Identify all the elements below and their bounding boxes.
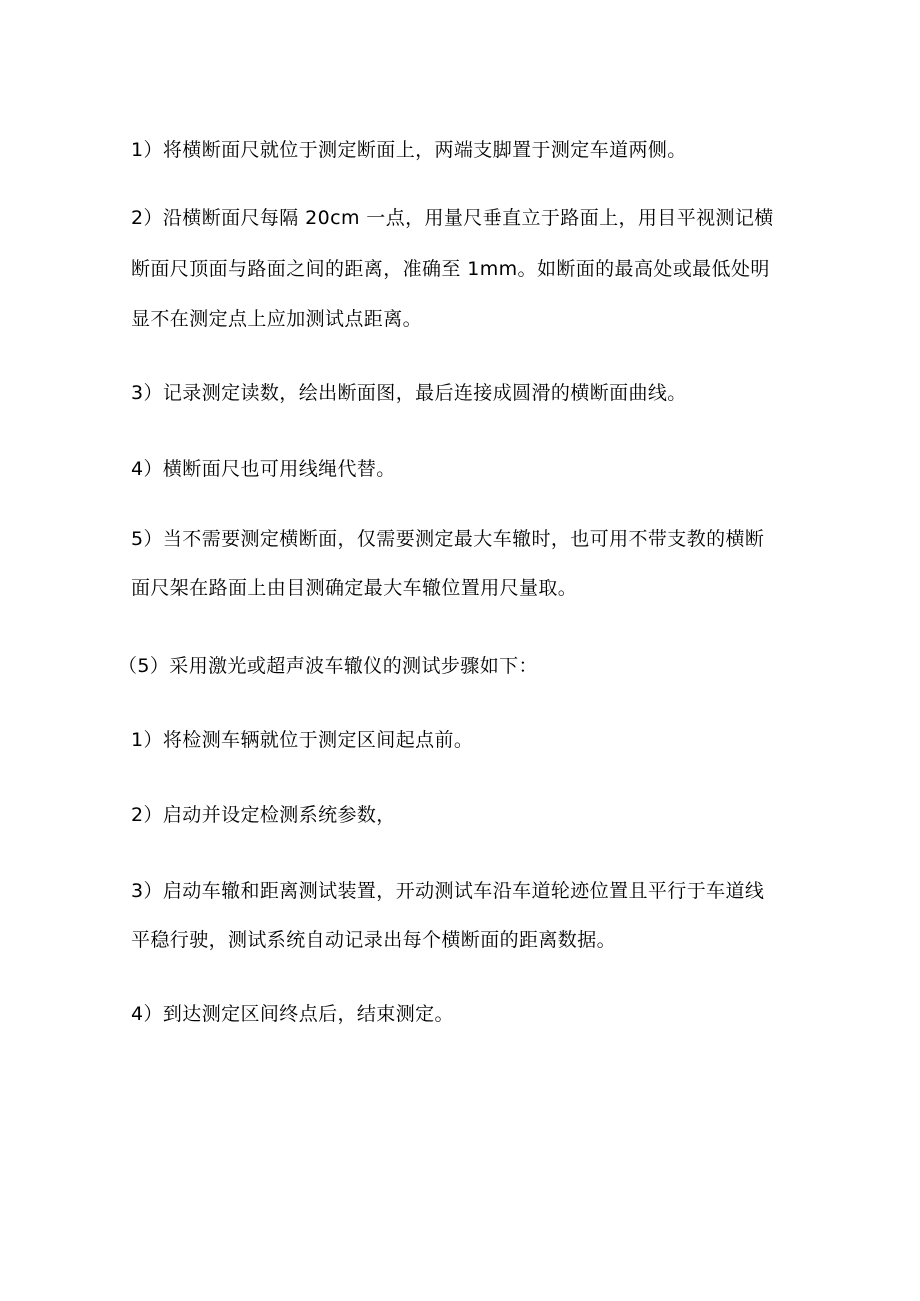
section-heading-laser-method: （5）采用激光或超声波车辙仪的测试步骤如下： [118, 655, 538, 677]
paragraph-10-line-1: 4）到达测定区间终点后，结束测定。 [131, 1003, 454, 1025]
paragraph-8-line-1: 2）启动并设定检测系统参数， [131, 804, 396, 826]
paragraph-9-line-1: 3）启动车辙和距离测试装置，开动测试车沿车道轮迹位置且平行于车道线 [131, 880, 765, 902]
paragraph-5-line-1: 5）当不需要测定横断面，仅需要测定最大车辙时，也可用不带支教的横断 [131, 528, 765, 550]
paragraph-5-line-2: 面尺架在路面上由目测确定最大车辙位置用尺量取。 [131, 577, 578, 599]
paragraph-3-line-1: 3）记录测定读数，绘出断面图，最后连接成圆滑的横断面曲线。 [131, 382, 687, 404]
paragraph-4-line-1: 4）横断面尺也可用线绳代替。 [131, 458, 396, 480]
paragraph-9-line-2: 平稳行驶，测试系统自动记录出每个横断面的距离数据。 [131, 929, 617, 951]
paragraph-1-line-1: 1）将横断面尺就位于测定断面上，两端支脚置于测定车道两侧。 [131, 139, 687, 161]
document-body [118, 0, 811, 1025]
paragraph-2-line-1: 2）沿横断面尺每隔 20cm 一点，用量尺垂直立于路面上，用目平视测记横 [131, 207, 774, 229]
paragraph-2-line-2: 断面尺顶面与路面之间的距离，准确至 1mm。如断面的最高处或最低处明 [131, 258, 770, 280]
paragraph-7-line-1: 1）将检测车辆就位于测定区间起点前。 [131, 729, 474, 751]
paragraph-2-line-3: 显不在测定点上应加测试点距离。 [131, 308, 423, 330]
